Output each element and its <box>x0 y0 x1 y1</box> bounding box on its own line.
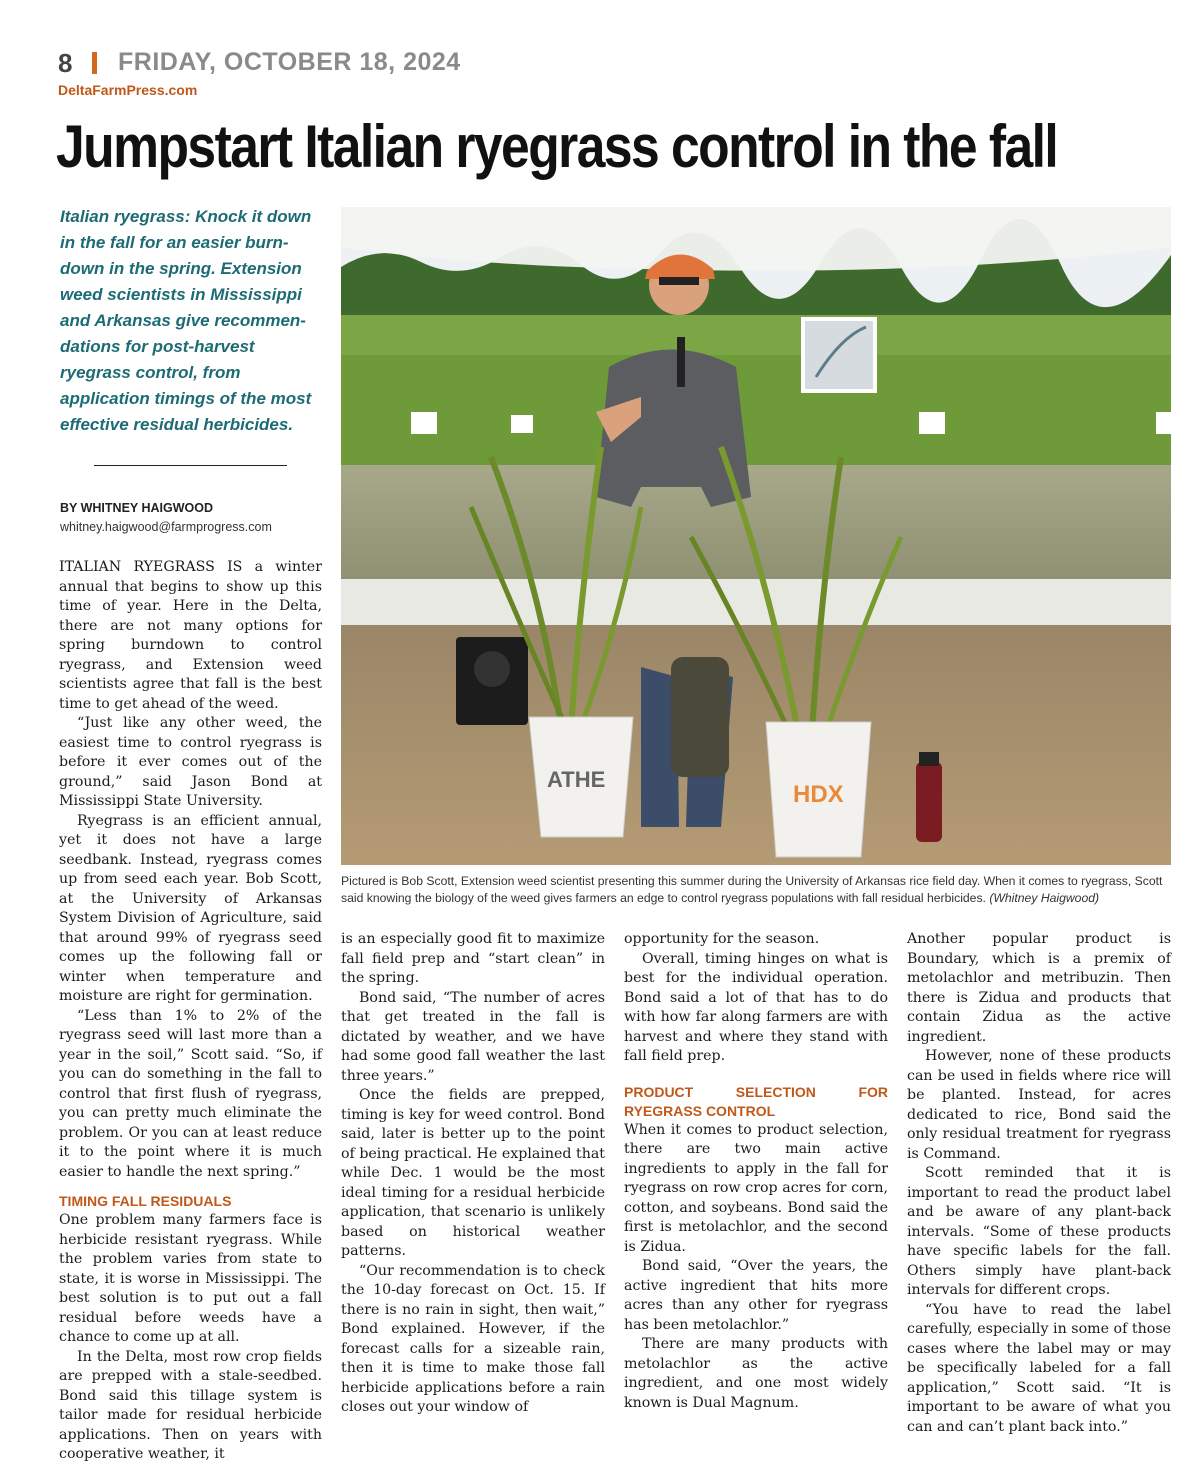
paragraph: opportunity for the season. <box>624 931 820 947</box>
bucket-left <box>529 717 633 837</box>
water-bottle <box>916 762 942 842</box>
paragraph: “Our recommendation is to check the 10-day forecast on Oct. 15. If there is no rain in sight, then wait,” Bond explained. However, if the forecast calls for a sizeable rain, then it is time to make those fall herbicide applications before a rain closes out your window of <box>341 1262 605 1415</box>
flooded-plot <box>341 465 1171 585</box>
paragraph: Another popular product is Boundary, which is a premix of metolachlor and metribuzin. Then there is Zidua and products that contain Zidua as the active ingredient. <box>907 931 1171 1045</box>
paragraph: In the Delta, most row crop fields are prepped with a stale-seedbed. Bond said this tillage system is tailor made for residual herbicide applications. Then on years with cooperative weather, it <box>59 1348 322 1462</box>
svg-text:HDX: HDX <box>793 781 844 808</box>
paragraph: “You have to read the label carefully, especially in some of those cases where the label may or may be specifically labeled for a fall application,” Scott said. “It is important to be aware of what you can and can’t plant back into.” <box>907 1301 1171 1435</box>
author-email[interactable]: whitney.haigwood@farmprogress.com <box>60 520 272 534</box>
paragraph: Bond said, “The number of acres that get treated in the fall is dictated by weather, and we have had some good fall weather the last three years.” <box>341 989 605 1084</box>
article-photo <box>341 207 1171 865</box>
paragraph: Once the fields are prepped, timing is key for weed control. Bond said, later is better up to the point of being practical. He explained that while Dec. 1 would be the most ideal timing for a residual herbicide application, that scenario is unlikely based on historical weather patterns. <box>341 1087 605 1259</box>
paragraph: “Less than 1% to 2% of the ryegrass seed will last more than a year in the soil,” Scott said. “So, if you can do something in the fall to control that first flush of ryegrass, you can pretty much eliminate the problem. Or you can at least reduce it to the point where it is much easier to handle the next spring.” <box>59 1007 322 1180</box>
caption-text: Pictured is Bob Scott, Extension weed scientist presenting this summer during the University of Arkansas rice field day. When it comes to ryegrass, Scott said knowing the biology of the weed gives farmers an edge to control ryegrass populations with fall residual herbicides. <box>341 874 1163 905</box>
column-4 <box>907 930 1171 1437</box>
paragraph: is an especially good fit to maximize fall field prep and “start clean” in the spring. <box>341 931 605 986</box>
column-2 <box>341 930 605 1418</box>
paragraph: Bond said, “Over the years, the active ingredient that hits more acres than any other for ryegrass has been metolachlor.” <box>624 1258 888 1333</box>
headline: Jumpstart Italian ryegrass control in the fall <box>56 113 1058 180</box>
byline: BY WHITNEY HAIGWOOD <box>60 501 214 515</box>
photo-illustration <box>341 207 1171 865</box>
paragraph: There are many products with metolachlor as the active ingredient, and one most widely known is Dual Magnum. <box>624 1336 888 1411</box>
column-3 <box>624 930 888 1413</box>
lead-paragraph: ITALIAN RYEGRASS IS a winter annual that begins to show up this time of year. Here in the Delta, there are not many options for spring burndown to control ryegrass, and Extension weed scientists agree that fall is the best time to get ahead of the weed. <box>59 559 322 712</box>
paragraph: “Just like any other weed, the easiest time to control ryegrass is before it ever comes out of the ground,” said Jason Bond at Mississippi State University. <box>59 715 322 809</box>
header-divider <box>92 52 97 74</box>
paragraph: Scott reminded that it is important to read the product label and be aware of any plant-back intervals. “Some of these products have specific labels for the fall. Others simply have plant-back intervals for different crops. <box>907 1165 1171 1298</box>
paragraph: One problem many farmers face is herbicide resistant ryegrass. While the problem varies from state to state, it is worse in Mississippi. The best solution is to put out a fall residual before weeds have a chance to come up at all. <box>59 1212 322 1345</box>
paragraph: Ryegrass is an efficient annual, yet it does not have a large seedbank. Instead, ryegrass comes up from seed each year. Bob Scott, at the University of Arkansas System Division of Agriculture, said that around 99% of ryegrass seed comes up the following fall or winter when temperature and moisture are right for germination. <box>59 812 322 1004</box>
site-link[interactable]: DeltaFarmPress.com <box>58 82 198 98</box>
deck-summary: Italian ryegrass: Knock it down in the fall for an easier burn-down in the spring. Extension weed scientists in Mississippi and Arkansas give recommen-dations for post-harvest ryegrass control, from application timings of the most effective residual herbicides. <box>60 207 312 434</box>
paragraph: However, none of these products can be used in fields where rice will be planted. Instead, for acres dedicated to rice, Bond said the only residual treatment for ryegrass is Command. <box>907 1048 1171 1162</box>
photo-caption <box>341 873 1171 907</box>
paragraph: Overall, timing hinges on what is best for the individual operation. Bond said a lot of that has to do with how far along farmers are with harvest and where they stand with fall field prep. <box>624 950 888 1064</box>
deck-rule <box>94 465 287 466</box>
plot-barrier <box>341 579 1171 629</box>
paragraph: When it comes to product selection, there are two main active ingredients to apply in the fall for ryegrass on row crop acres for corn, cotton, and soybeans. Bond said the first is metolachlor, and the second is Zidua. <box>624 1121 888 1255</box>
subhead-timing: TIMING FALL RESIDUALS <box>59 1193 232 1209</box>
column-1 <box>59 558 322 1465</box>
subhead-product-selection: PRODUCT SELECTION FOR RYEGRASS CONTROL <box>624 1083 888 1119</box>
svg-text:ATHE: ATHE <box>547 767 606 792</box>
photo-credit: (Whitney Haigwood) <box>989 891 1100 905</box>
issue-date: FRIDAY, OCTOBER 18, 2024 <box>118 48 461 76</box>
page-number: 8 <box>58 48 73 78</box>
bucket-right <box>766 722 871 857</box>
